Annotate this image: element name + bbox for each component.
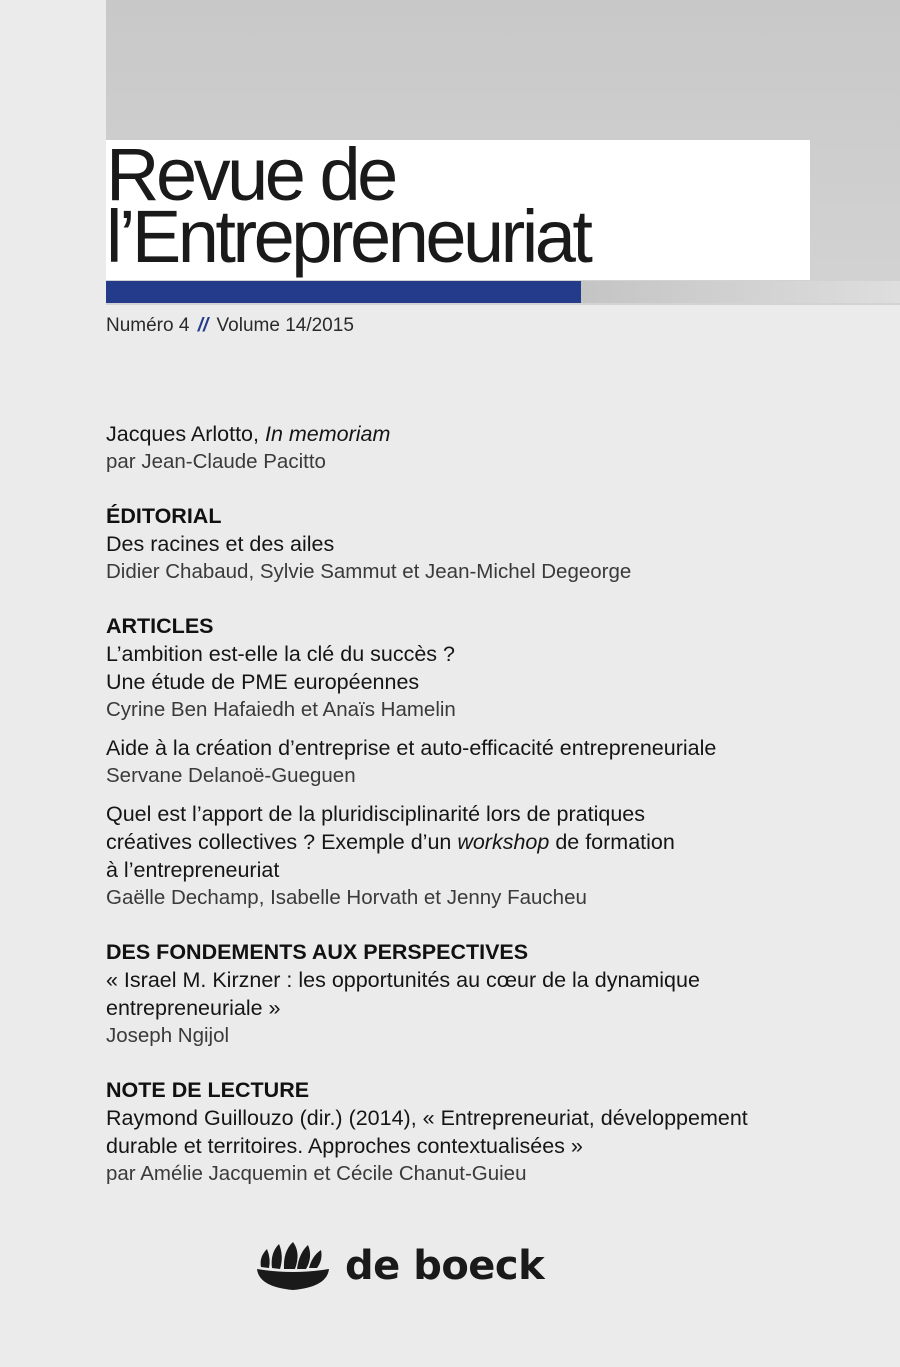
editorial-title: Des racines et des ailes	[106, 532, 335, 556]
issue-number: Numéro 4	[106, 315, 190, 336]
memoriam-title-italic: In memoriam	[264, 422, 391, 446]
issue-separator: //	[197, 315, 209, 336]
articles-section	[106, 612, 806, 912]
article-entry	[106, 800, 806, 912]
article-authors: Cyrine Ben Hafaiedh et Anaïs Hamelin	[106, 698, 456, 721]
table-of-contents	[106, 420, 806, 1214]
memoriam-section	[106, 420, 806, 476]
perspectives-heading: DES FONDEMENTS AUX PERSPECTIVES	[106, 940, 529, 964]
memoriam-author: par Jean-Claude Pacitto	[106, 450, 326, 473]
issue-volume: Volume 14/2015	[216, 315, 354, 336]
article-title: à l’entrepreneuriat	[106, 858, 280, 882]
note-heading: NOTE DE LECTURE	[106, 1078, 310, 1102]
editorial-authors: Didier Chabaud, Sylvie Sammut et Jean-Michel Degeorge	[106, 560, 632, 583]
note-section	[106, 1076, 806, 1188]
publisher-name: de boeck	[345, 1243, 545, 1289]
article-entry	[106, 734, 806, 790]
article-title: Aide à la création d’entreprise et auto-efficacité entrepreneuriale	[106, 736, 717, 760]
perspectives-authors: Joseph Ngijol	[106, 1024, 230, 1047]
perspectives-title: entrepreneuriale »	[106, 996, 281, 1020]
article-authors: Servane Delanoë-Gueguen	[106, 764, 356, 787]
editorial-heading: ÉDITORIAL	[106, 504, 222, 528]
publisher-logo	[255, 1238, 544, 1294]
article-title: L’ambition est-elle la clé du succès ?	[106, 642, 455, 666]
journal-title-line2: l’Entrepreneuriat	[106, 195, 590, 278]
article-title	[106, 828, 806, 856]
perspectives-title: « Israel M. Kirzner : les opportunités au cœur de la dynamique	[106, 968, 700, 992]
memoriam-title-text: Jacques Arlotto,	[106, 422, 259, 446]
memoriam-title	[106, 420, 806, 448]
article-title-part: de formation	[549, 830, 675, 854]
book-leaves-logo-icon	[255, 1241, 331, 1291]
note-title: Raymond Guillouzo (dir.) (2014), « Entrepreneuriat, développement	[106, 1106, 748, 1130]
issue-info	[106, 315, 354, 337]
article-title-part: créatives collectives ? Exemple d’un	[106, 830, 458, 854]
journal-title-line1: Revue de	[106, 133, 395, 216]
editorial-section	[106, 502, 806, 586]
article-title-italic: workshop	[457, 830, 550, 854]
note-authors: par Amélie Jacquemin et Cécile Chanut-Guieu	[106, 1162, 527, 1185]
article-title: Quel est l’apport de la pluridisciplinarité lors de pratiques	[106, 802, 645, 826]
article-authors: Gaëlle Dechamp, Isabelle Horvath et Jenny Faucheu	[106, 886, 587, 909]
articles-heading: ARTICLES	[106, 614, 214, 638]
gray-gradient-bar	[581, 281, 900, 303]
note-title: durable et territoires. Approches contextualisées »	[106, 1134, 583, 1158]
accent-bar	[106, 281, 581, 303]
article-title: Une étude de PME européennes	[106, 670, 420, 694]
article-entry	[106, 640, 806, 724]
perspectives-section	[106, 938, 806, 1050]
